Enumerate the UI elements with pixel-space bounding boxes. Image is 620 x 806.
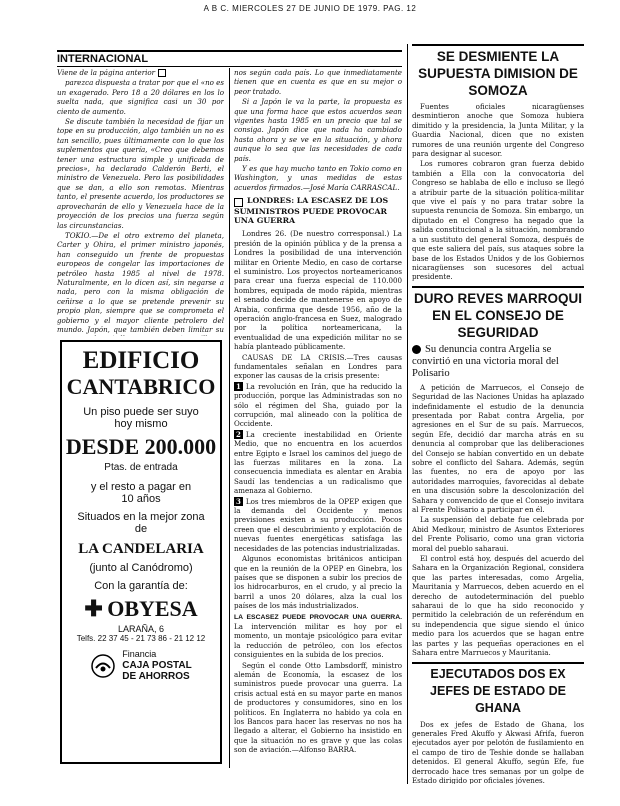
column-rule (407, 44, 408, 784)
somoza-headline: SE DESMIENTE LA SUPUESTA DIMISION DE SOMOZA (418, 49, 578, 98)
ad-line: Ptas. de entrada (104, 462, 178, 473)
ad-line: Un piso puede ser suyo (83, 406, 199, 418)
section-label: INTERNACIONAL (57, 50, 402, 67)
reves-headline: DURO REVES MARROQUI EN EL CONSEJO DE SEGURIDAD (413, 290, 582, 340)
ad-line: EDIFICIO (82, 347, 200, 374)
paragraph: nos según cada país. Lo que inmediatamente tienen que en cuenta es que en su mejor o peor tratado. (234, 68, 402, 96)
paragraph: TOKIO.—De el otro extremo del planeta, Carter y Ohira, el primer ministro japonés, han conseguido un frente de propuestas europeos de congelar las importaciones de petróleo hasta 1985 al nivel de 1978. Naturalmente, en lo dicen así, sin negarse a nada, pero con la misma obligación de ceñirse a lo que se pretende prevenir su propio plan, siempre que se comprometa el gobierno y el mayor cliente petrolero del mundo. Japón, que también deben limitar su (57, 230, 224, 334)
paragraph: parezca dispuesta a tratar por que el «no es un exagerado. Pero 18 a 20 dólares en los lo suelta nada, que significa casi un 30 por ciento de aumento. (57, 78, 224, 116)
paragraph: Si a Japón le va la parte, la propuesta es que una forma hace que estos acuerdos sean vigentes hasta 1985 en un precio que tal se consiga. Japón dice que nada ha cambiado hasta ahora y se ve en la situación, y ahora aunque lo sea que las necesidades de cada país. (234, 97, 402, 163)
reves-body (412, 383, 584, 659)
box-icon (234, 198, 243, 207)
bullet-icon (412, 345, 421, 354)
paragraph: Dos ex jefes de Estado de Ghana, los generales Fred Akuffo y Akwasi Afrifa, fueron ejecutados ayer por pelotón de fusilamiento en el campo de tiro de Teshie donde se hallaban detenidos. El general Akuffo, según Efe, fue derrocado hace tres semanas por un golpe de Estado dirigido por oficiales jóvenes. (412, 719, 584, 784)
article-column-1 (57, 68, 224, 336)
ad-line: y el resto a pagar en (90, 481, 192, 493)
ad-line: hoy mismo (114, 418, 168, 430)
advertisement (60, 340, 222, 764)
ad-line: 10 años (121, 493, 161, 505)
ad-line: CANTABRICO (66, 374, 216, 399)
ghana-body (412, 720, 584, 785)
brand-cross-icon: ✚ (84, 596, 103, 621)
ad-line: (junto al Canódromo) (89, 562, 193, 574)
ad-line: CAJA POSTAL (122, 660, 192, 671)
london-headline: LONDRES: LA ESCASEZ DE LOS SUMINISTROS PUEDE PROVOCAR UNA GUERRA (234, 196, 389, 226)
article-column-3 (412, 44, 584, 784)
number-badge: 3 (236, 496, 241, 506)
paragraph: Los rumores cobraron gran fuerza debido también a Ella con la convocatoria del Congreso se hablaba de ello e incluso se llegó a atribuir parte de la situación política-militar que vive el país y no para tratar sobre la supuesta renuncia de Somoza. Sin embargo, un diputado en el Congreso ha negado que la salida constitucional a la situación, nombrando a un sustituto del general Somoza, después de que este saliera del país, sus ataques sobre la base de los Estados Unidos y de los Gobiernos nicaragüenses son sucesores del actual presidente. (412, 159, 584, 282)
ghana-headline: EJECUTADOS DOS EX JEFES DE ESTADO DE GHANA (430, 666, 566, 715)
ad-phones: Telfs. 22 37 45 - 21 73 86 - 21 12 12 (76, 634, 206, 643)
paragraph: Fuentes oficiales nicaragüenses desmintieron anoche que Somoza hubiera dimitido y la presidencia, la Junta Militar, y la Guardia Nacional, dicen que no existen rumores de una reunión urgente del Congreso para designar al sucesor. (412, 102, 584, 159)
column-rule (229, 68, 230, 768)
postal-horn-icon (90, 653, 116, 679)
paragraph: Londres 26. (De nuestro corresponsal.) La presión de la opinión pública y de la prensa a Londres la posibilidad de una intervención militar en Oriente Medio, en caso de cortarse el suministro. Los proyectos norteamericanos para crear una fuerza especial de 110.000 hombres, equipada de modo rápida, mientras el senado decide de mantenerse en apoyo de Arabia, confirma que desde 1956, año de la operación anglo-francesa en Suez, malogrado por la política norteamericana, la eventualidad de una expedición militar no se había planteado públicamente. (234, 229, 402, 352)
paragraph: Se discute también la necesidad de fijar un tope en su producción, algo también un no es tan sencillo, pues últimamente con lo que los suplementos que quería, «Creo que debemos tener una estructura simple y unificada de precios», ha declarado Calderón Berti, el ministro de Venezuela. Pero las posibilidades que se dan, a ello son remotas. Mientras tanto, el presente acuerdo, los productores se aprovecharán de ello y Venezuela hace de la proyección de los precios una fuerza según las circunstancias. (57, 117, 224, 230)
paragraph: Algunos economistas británicos anticipan que en la reunión de la OPEP en Ginebra, los países que se disponen a subir los precios de los hidrocarburos, en el crudo, y al precio la barril a unos 20 dólares, alza la cual los países de los más industrializados. (234, 554, 402, 611)
ad-brand-name: OBYESA (107, 596, 198, 621)
box-icon (158, 69, 166, 77)
list-item: 1 La revolución en Irán, que ha reducido la producción, porque las Administradas son no sólo el régimen del Sha, guiado por la corrupción, mal alineado con la política de Occidente. (234, 381, 402, 429)
ad-line: DE AHORROS (122, 671, 190, 682)
page-header: A B C. MIERCOLES 27 DE JUNIO DE 1979. PAG. 12 (203, 4, 417, 13)
divider (412, 662, 584, 664)
ad-line: Financia (122, 649, 157, 659)
ad-line: LA CANDELARIA (78, 541, 204, 557)
divider (412, 286, 584, 288)
paragraph: A petición de Marruecos, el Consejo de Seguridad de las Naciones Unidas ha aplazado indefinidamente el estudio de la denuncia presentada por Rabat contra Argelia, por agresiones en el Sur de su país. Marruecos, según Efe, decidió dar marcha atrás en su denuncia al comprobar que las deliberaciones del Consejo se habían convertido en un debate sobre el conflicto del Sahara. Además, según las fuentes, no era de apoyo por las autoridades marroquíes, favorecidas al debate en una discusión sobre la descolonización del Sahara y convencido de que el Consejo invitara al Frente Polisario a participar en él. (412, 382, 584, 514)
divider (412, 44, 584, 46)
reves-subheadline: Su denuncia contra Argelia se convirtió en una victoria moral del Polisario (412, 343, 559, 379)
ad-finance (62, 649, 220, 682)
paragraph: La suspensión del debate fue celebrada por Abid Medkour, ministro de Asuntos Exteriores del Frente Polisario, como una gran victoria moral del pueblo saharaui. (412, 515, 584, 553)
paragraph: El control está hoy, después del acuerdo del Sahara en la Organización Regional, considera que las partes interesadas, como Argelia, Mauritania y Marruecos, deben acuerdo en el derecho de autodeterminación del pueblo saharaui de lo que ha sido reconocido y permitido la celebración de un referéndum en su independencia que sigue siendo el único medio para los acuerdos que se hagan entre las partes y las pequeñas operaciones en el Sahara entre Marruecos y Mauritania. (412, 554, 584, 658)
ad-line: Con la garantía de: (94, 580, 188, 592)
list-item: 2 La creciente inestabilidad en Oriente Medio, que no encuentra en los acuerdos entre Egipto e Israel los caminos del juego de las fuerzas militares en la zona. La consecuencia inmediata es alentar en Arabia Saudí las tendencias a un radicalismo que amenaza al Gobierno. (234, 429, 402, 496)
article-column-2 (234, 68, 402, 768)
somoza-body (412, 102, 584, 283)
paragraph: Y es que hay mucho tanto en Tokio como en Washington, y unas medidas de estas acuerdos firmados.—José María CARRASCAL. (234, 164, 402, 192)
paragraph: CAUSAS DE LA CRISIS.—Tres causas fundamentales señalan en Londres para exponer las causas de la crisis presente: (234, 352, 402, 381)
ad-address: LARAÑA, 6 (117, 624, 165, 634)
ad-brand (62, 596, 220, 622)
continued-note: Viene de la página anterior (57, 68, 156, 77)
number-badge: 2 (236, 429, 241, 439)
ad-price: DESDE 200.000 (65, 434, 217, 459)
ad-line: Situados en la mejor zona (77, 511, 205, 523)
number-badge: 1 (236, 381, 241, 391)
paragraph: LA ESCASEZ PUEDE PROVOCAR UNA GUERRA. La intervención militar es hoy por el momento, un montaje psicológico para evitar la reducción de petróleo, con los efectos consiguientes en la subida de los precios. (234, 613, 402, 660)
paragraph: Según el conde Otto Lambsdorff, ministro alemán de Economía, la escasez de los suministros puede provocar una guerra. La crisis actual está en su mayor parte en manos de productores y consumidores, sino en los políticos. En Inglaterra no habido ya cola en los Bancos para hacer las reservas no nos ha llegado a alterar, el Gobierno ha insistido en que la situación no es grave y que las colas son de aviación.—Alfonso BARRA. (234, 660, 402, 755)
list-item: 3 Los tres miembros de la OPEP exigen que la demanda del Occidente y menos previsiones existen a su producción. Pocos creen que el descubrimiento y explotación de nuevas fuentes energéticas satisfaga las necesidades de las potencias industrializadas. (234, 496, 402, 553)
ad-line: de (134, 523, 148, 535)
